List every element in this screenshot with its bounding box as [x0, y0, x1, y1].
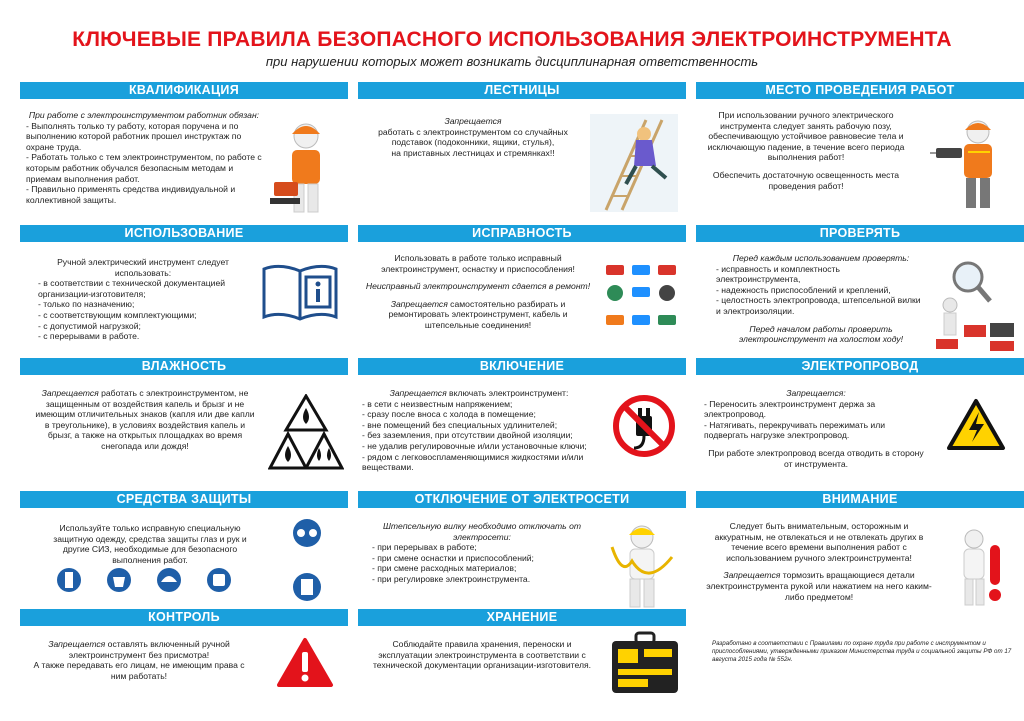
page-subtitle: при нарушении которых может возникать дисциплинарная ответственность [265, 54, 759, 69]
page-title: КЛЮЧЕВЫЕ ПРАВИЛА БЕЗОПАСНОГО ИСПОЛЬЗОВАНИЯ ЭЛЕКТРОИНСТРУМЕНТА [72, 28, 952, 51]
section-header: ПРОВЕРЯТЬ [696, 225, 1024, 242]
list-item: - Правильно применять средства индивидуальной и коллективной защиты. [26, 184, 236, 205]
exclamation-attention-icon [950, 525, 1010, 611]
section-text: А также передавать его лицам, не имеющим права с ним работать! [33, 660, 245, 681]
magnifier-inspection-icon [932, 255, 1020, 355]
list-item: - с соответствующим комплектующими; [38, 309, 197, 320]
section-emphasis: Запрещается [390, 298, 448, 309]
section-lead: При работе с электроинструментом работник обязан: [28, 110, 260, 120]
list-item: - только по назначению; [38, 299, 135, 310]
section-header: ВНИМАНИЕ [696, 491, 1024, 508]
section-lead: включать электроинструмент: [446, 388, 569, 398]
section-text: оставлять включенный ручной электроинструмент без присмотра! [68, 639, 230, 660]
section-header: ЭЛЕКТРОПРОВОД [696, 358, 1024, 375]
section-text: При использовании ручного электрического инструмента следует занять рабочую позу, обеспечивающую устойчивое равновесие тела и исключающую падение, в течение всего периода выполнения работ! [707, 110, 905, 163]
list-item: - без заземления, при отсутствии двойной изоляции; [362, 430, 573, 441]
section-emphasis: Запрещается [723, 570, 781, 581]
section-text: Следует быть внимательным, осторожным и аккуратным, не отвлекаться и не отвлекать других в течение всего времени выполнения работ с использованием ручного электроинструмента! [714, 521, 924, 563]
tool-case-icon [608, 631, 682, 697]
list-item: - Выполнять только ту работу, которая поручена и по выполнению которой работник прошел инструктаж по охране труда. [26, 120, 242, 152]
section-text: тормозить вращающиеся детали электроинструмента рукой или нажатием на него каким-либо предметом! [706, 570, 932, 602]
list-item: - при смене расходных материалов; [372, 563, 517, 574]
list-item: - при регулировке электроинструмента. [372, 573, 531, 584]
list-item: - Переносить электроинструмент держа за электропровод. [704, 398, 876, 420]
list-item: - с допустимой нагрузкой; [38, 320, 141, 331]
section-text: Перед началом работы проверить электроинструмент на холостом ходу! [738, 323, 904, 345]
section-text: работать с электроинструментом, не защищенным от воздействия капель и брызг и не имеющим отличительных знаков (капля или две капли в треугольнике), в условиях воздействия капель и брызг, а также на открытых площадках во время снегопада или дождя! [35, 388, 255, 451]
section-lead: Запрещается: [786, 388, 846, 398]
section-text: Соблюдайте правила хранения, переноски и эксплуатации электроинструмента в соответствии с технической документации организации-изготовителя. [372, 639, 592, 671]
section-header: ИСПОЛЬЗОВАНИЕ [20, 225, 348, 242]
section-emphasis: Запрещается [389, 388, 447, 398]
list-item: - при перерывах в работе; [372, 542, 477, 553]
list-item: - при смене оснастки и приспособлений; [372, 552, 534, 563]
list-item: - Работать только с тем электроинструментом, по работе с которым работник обучался безопасным методам и приемам выполнения работ. [26, 152, 262, 184]
list-item: - Натягивать, перекручивать пережимать или подвергать нагрузке электропровод. [704, 419, 886, 441]
list-item: - не удалив регулировочные и/или установочные ключи; [362, 440, 587, 451]
section-header: ХРАНЕНИЕ [358, 609, 686, 626]
section-text: Обеспечить достаточную освещенность места проведения работ! [712, 169, 900, 191]
worker-with-cable-icon [602, 517, 682, 613]
regulation-credit: Разработано в соответствии с Правилами по охране труда при работе с инструментом и приспособлениями, утвержденными приказом Министерства труда и социальной защиты РФ от 17 августа 2015 года № 552н. [712, 640, 1012, 663]
section-header: ВКЛЮЧЕНИЕ [358, 358, 686, 375]
section-header: МЕСТО ПРОВЕДЕНИЯ РАБОТ [696, 82, 1024, 99]
manual-book-icon [260, 259, 340, 325]
list-item: - рядом с легковоспламеняющимися жидкостями и/или веществами. [362, 451, 584, 473]
section-emphasis: Запрещается [41, 388, 99, 398]
section-text: Неисправный электроинструмент сдается в ремонт! [365, 281, 591, 292]
section-text: самостоятельно разбирать и ремонтировать электроинструмент, кабель и штепсельные соединения! [388, 298, 568, 330]
section-lead: Перед каждым использованием проверять: [732, 253, 910, 263]
section-header: КВАЛИФИКАЦИЯ [20, 82, 348, 99]
list-item: - в сети с неизвестным напряжением; [362, 398, 513, 409]
section-text: Использовать в работе только исправный электроинструмент, оснастку и приспособления! [381, 253, 575, 274]
section-header: КОНТРОЛЬ [20, 609, 348, 626]
list-item: - надежность приспособлений и креплений, [716, 284, 891, 295]
list-item: - в соответствии с технической документацией организации-изготовителя; [38, 278, 226, 299]
section-text: на приставных лестницах и стремянках!! [391, 147, 555, 158]
list-item: - сразу после вноса с холода в помещение; [362, 409, 536, 420]
section-header: ОТКЛЮЧЕНИЕ ОТ ЭЛЕКТРОСЕТИ [358, 491, 686, 508]
section-lead: Запрещается [444, 116, 502, 126]
section-header: СРЕДСТВА ЗАЩИТЫ [20, 491, 348, 508]
ppe-icons-row [56, 567, 248, 593]
section-text: При работе электропровод всегда отводить в сторону от инструмента. [708, 447, 924, 469]
worker-with-drill-icon [928, 112, 1018, 222]
section-header: ЛЕСТНИЦЫ [358, 82, 686, 99]
ladder-fall-icon [586, 110, 682, 216]
list-item: - с перерывами в работе. [38, 331, 140, 342]
worker-with-tool-icon [268, 114, 344, 224]
section-text: Используйте только исправную специальную защитную одежду, средства защиты глаз и рук и другие СИЗ, необходимые для безопасного выполнения работ. [53, 523, 247, 565]
eye-and-glove-protection-icon [278, 517, 336, 605]
red-warning-triangle-icon [276, 637, 334, 689]
section-lead: Ручной электрический инструмент следует использовать: [57, 257, 229, 278]
power-tools-set-icon [600, 259, 682, 341]
list-item: - исправность и комплектность электроинструмента, [716, 263, 840, 285]
section-lead: Штепсельную вилку необходимо отключать от электросети: [382, 521, 582, 542]
no-plug-prohibition-icon [612, 394, 676, 458]
list-item: - целостность электропровода, штепсельной вилки и электроизоляции. [716, 295, 921, 316]
high-voltage-warning-icon [946, 398, 1006, 452]
list-item: - вне помещений без специальных удлинителей; [362, 419, 558, 430]
water-drop-warning-icon [268, 394, 344, 474]
section-emphasis: Запрещается [48, 639, 106, 649]
section-header: ИСПРАВНОСТЬ [358, 225, 686, 242]
section-header: ВЛАЖНОСТЬ [20, 358, 348, 375]
section-text: работать с электроинструментом со случайных подставок (подоконники, ящики, стулья), [378, 126, 568, 148]
